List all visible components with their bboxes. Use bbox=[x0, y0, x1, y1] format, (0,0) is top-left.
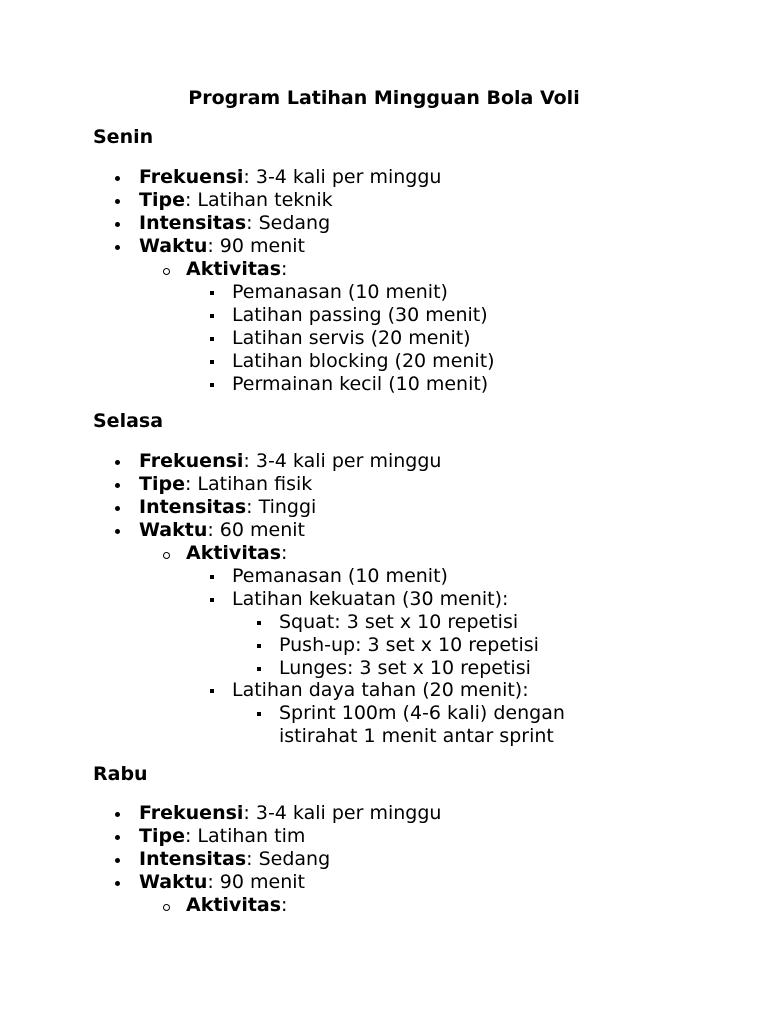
day-heading-senin: Senin bbox=[93, 126, 154, 148]
field-label: Frekuensi bbox=[139, 166, 244, 188]
list-item: Lunges: 3 set x 10 repetisi bbox=[279, 657, 531, 679]
field-label: Tipe bbox=[139, 473, 185, 495]
field-value: : Latihan fisik bbox=[184, 473, 313, 495]
list-item: Latihan blocking (20 menit) bbox=[232, 350, 495, 372]
field-label: Tipe bbox=[139, 825, 185, 847]
list-item bbox=[139, 189, 333, 212]
list-item: Latihan kekuatan (30 menit): bbox=[232, 588, 509, 610]
field-value: : Tinggi bbox=[246, 496, 317, 518]
field-value: : 90 menit bbox=[207, 235, 305, 257]
list-item bbox=[139, 235, 305, 258]
field-label: Waktu bbox=[139, 519, 208, 541]
field-label: Frekuensi bbox=[139, 450, 244, 472]
field-value: : 90 menit bbox=[207, 871, 305, 893]
list-item bbox=[139, 473, 312, 496]
list-item: Pemanasan (10 menit) bbox=[232, 281, 448, 303]
list-item bbox=[139, 496, 316, 519]
day-heading-selasa: Selasa bbox=[93, 410, 164, 432]
list-item-continuation: istirahat 1 menit antar sprint bbox=[279, 725, 554, 747]
field-value: : 3-4 kali per minggu bbox=[243, 802, 442, 824]
field-value: : bbox=[281, 258, 288, 280]
field-label: Tipe bbox=[139, 189, 185, 211]
field-label: Intensitas bbox=[139, 496, 247, 518]
list-item bbox=[139, 519, 305, 542]
field-value: : bbox=[281, 894, 288, 916]
field-value: : bbox=[281, 542, 288, 564]
list-item: Latihan servis (20 menit) bbox=[232, 327, 471, 349]
list-item bbox=[139, 848, 330, 871]
field-value: : Latihan teknik bbox=[184, 189, 333, 211]
list-item bbox=[139, 166, 441, 189]
list-item: Squat: 3 set x 10 repetisi bbox=[279, 611, 519, 633]
list-item: Latihan daya tahan (20 menit): bbox=[232, 679, 529, 701]
list-item: Pemanasan (10 menit) bbox=[232, 565, 448, 587]
field-value: : 3-4 kali per minggu bbox=[243, 450, 442, 472]
list-item: Sprint 100m (4-6 kali) dengan bbox=[279, 702, 565, 724]
page-title: Program Latihan Mingguan Bola Voli bbox=[188, 87, 580, 109]
list-item bbox=[139, 871, 305, 894]
field-value: : Sedang bbox=[246, 848, 331, 870]
list-item bbox=[186, 258, 287, 281]
list-item: Permainan kecil (10 menit) bbox=[232, 373, 489, 395]
field-value: : Sedang bbox=[246, 212, 331, 234]
field-label: Aktivitas bbox=[186, 894, 282, 916]
field-label: Aktivitas bbox=[186, 258, 282, 280]
field-label: Waktu bbox=[139, 235, 208, 257]
list-item bbox=[139, 212, 330, 235]
field-value: : 60 menit bbox=[207, 519, 305, 541]
list-item bbox=[139, 450, 441, 473]
list-item bbox=[186, 894, 287, 917]
list-item: Latihan passing (30 menit) bbox=[232, 304, 488, 326]
day-heading-rabu: Rabu bbox=[93, 763, 148, 785]
list-item bbox=[139, 802, 441, 825]
field-label: Aktivitas bbox=[186, 542, 282, 564]
list-item bbox=[186, 542, 287, 565]
field-label: Waktu bbox=[139, 871, 208, 893]
field-value: : Latihan tim bbox=[184, 825, 306, 847]
list-item: Push-up: 3 set x 10 repetisi bbox=[279, 634, 539, 656]
list-item bbox=[139, 825, 305, 848]
field-label: Frekuensi bbox=[139, 802, 244, 824]
field-label: Intensitas bbox=[139, 848, 247, 870]
field-value: : 3-4 kali per minggu bbox=[243, 166, 442, 188]
field-label: Intensitas bbox=[139, 212, 247, 234]
